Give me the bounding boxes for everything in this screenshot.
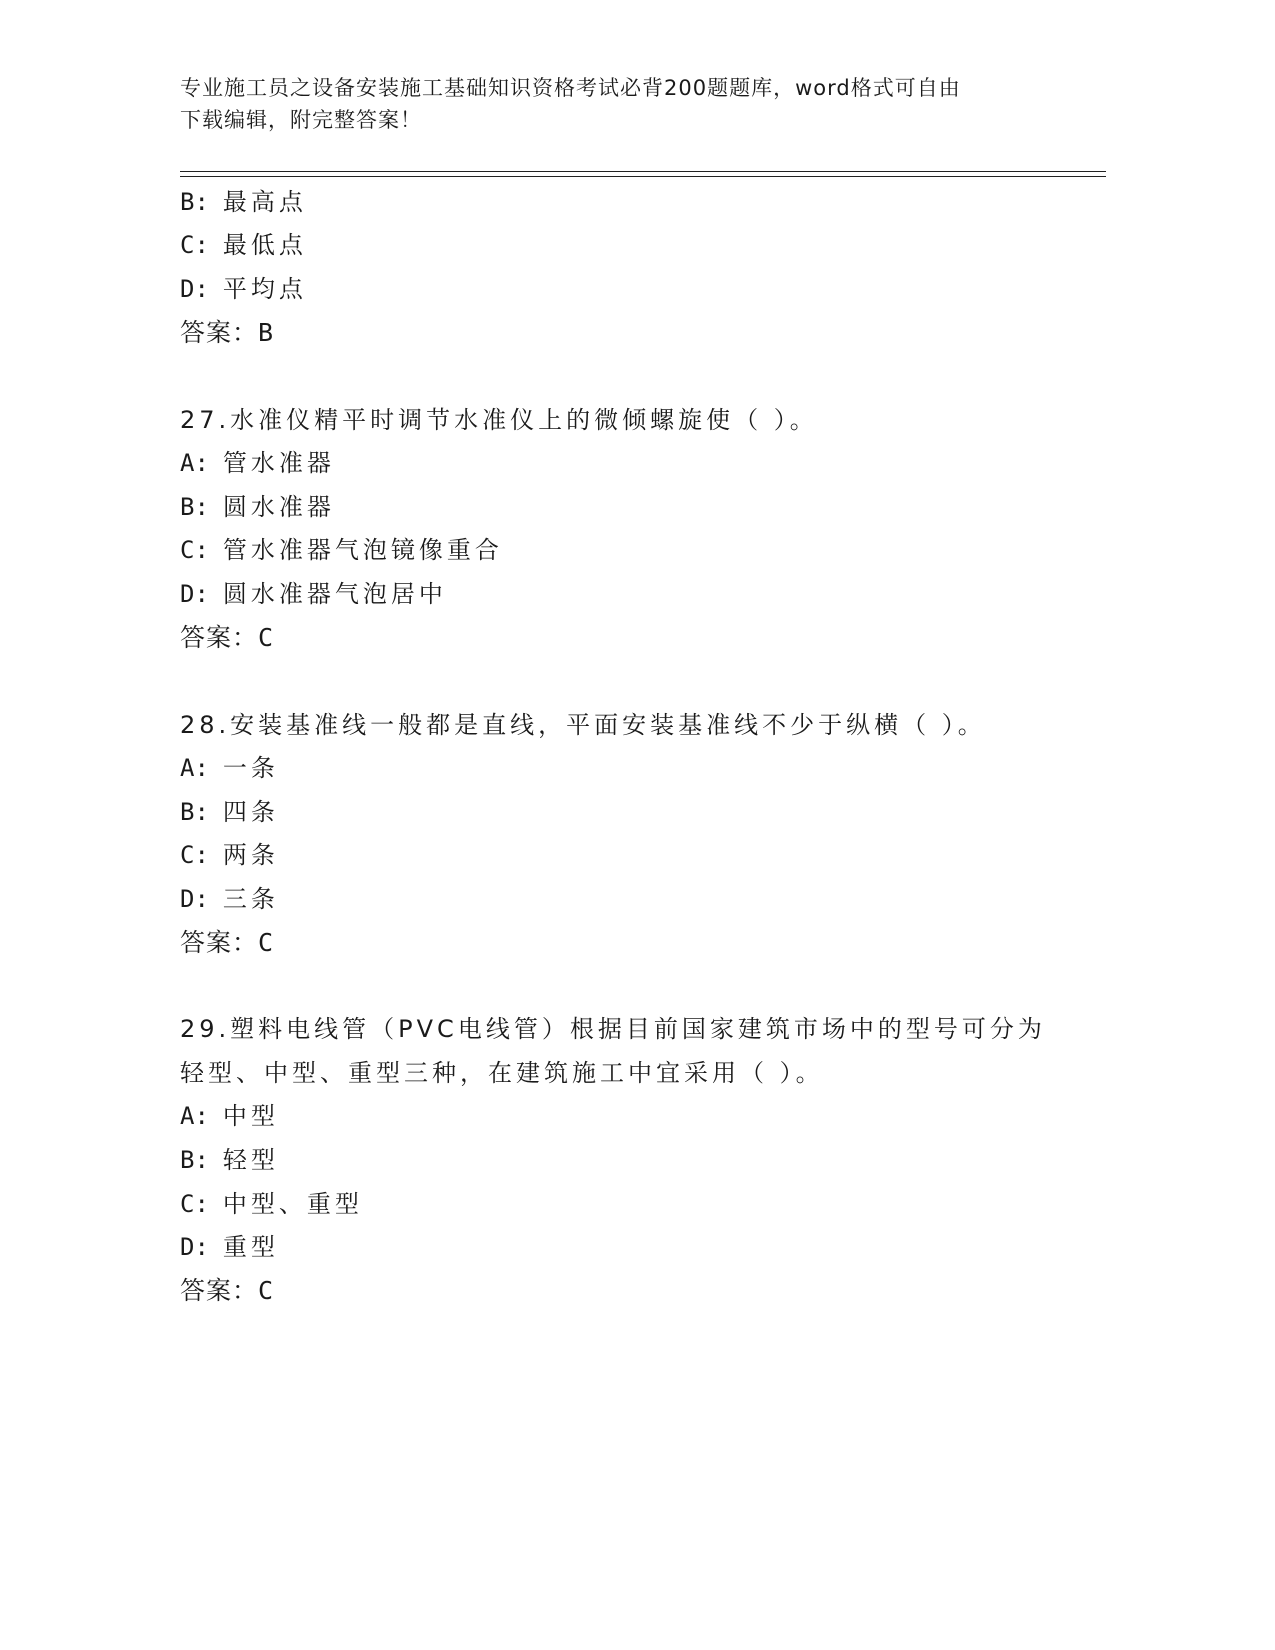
- answer-line: [180, 1276, 274, 1306]
- header-line-1: 专业施工员之设备安装施工基础知识资格考试必背200题题库，word格式可自由: [180, 76, 961, 100]
- answer-line: [180, 623, 274, 653]
- option-b: [180, 797, 279, 827]
- question-stem-line-1: 29.塑料电线管（PVC电线管）根据目前国家建筑市场中的型号可分为: [180, 1015, 1046, 1043]
- option-a: [180, 1101, 279, 1131]
- answer-value: C: [258, 623, 275, 652]
- option-d: [180, 1232, 279, 1262]
- option-c: [180, 840, 279, 870]
- document-header: [180, 72, 1080, 136]
- header-divider-top: [180, 171, 1106, 172]
- answer-line: [180, 318, 274, 348]
- option-letter: D:: [180, 1233, 209, 1261]
- option-letter: B:: [180, 1146, 209, 1174]
- option-text: 圆水准器气泡居中: [222, 580, 447, 608]
- option-a: [180, 753, 279, 783]
- question-stem: 27.水准仪精平时调节水准仪上的微倾螺旋使（ ）。: [180, 406, 818, 434]
- option-letter: D:: [180, 580, 209, 608]
- option-text: 四条: [222, 798, 279, 826]
- answer-label: 答案：: [180, 1276, 259, 1305]
- option-d: [180, 579, 447, 609]
- option-text: 最低点: [222, 231, 307, 259]
- option-text: 圆水准器: [222, 493, 335, 521]
- question-stem: 28.安装基准线一般都是直线，平面安装基准线不少于纵横（ ）。: [180, 711, 986, 739]
- option-letter: B:: [180, 188, 209, 216]
- option-d: [180, 884, 279, 914]
- header-divider-bottom: [180, 176, 1106, 177]
- answer-value: C: [258, 928, 275, 957]
- option-letter: C:: [180, 841, 209, 869]
- option-text: 平均点: [222, 275, 307, 303]
- option-c: [180, 535, 503, 565]
- option-text: 管水准器: [222, 449, 335, 477]
- option-b: [180, 187, 307, 217]
- answer-label: 答案：: [180, 318, 259, 347]
- option-letter: A:: [180, 1102, 209, 1130]
- option-letter: D:: [180, 885, 209, 913]
- answer-label: 答案：: [180, 623, 259, 652]
- option-text: 一条: [222, 754, 279, 782]
- option-text: 中型: [222, 1102, 279, 1130]
- option-letter: D:: [180, 275, 209, 303]
- option-c: [180, 1189, 363, 1219]
- question-stem-line-2: 轻型、中型、重型三种，在建筑施工中宜采用（ ）。: [180, 1059, 824, 1087]
- option-text: 重型: [222, 1233, 279, 1261]
- option-letter: A:: [180, 754, 209, 782]
- option-text: 两条: [222, 841, 279, 869]
- header-line-2: 下载编辑，附完整答案！: [180, 108, 422, 132]
- option-text: 轻型: [222, 1146, 279, 1174]
- option-letter: B:: [180, 493, 209, 521]
- option-text: 管水准器气泡镜像重合: [222, 536, 503, 564]
- option-letter: C:: [180, 1190, 209, 1218]
- option-d: [180, 274, 307, 304]
- answer-value: B: [258, 318, 275, 347]
- answer-line: [180, 928, 274, 958]
- option-letter: B:: [180, 798, 209, 826]
- answer-label: 答案：: [180, 928, 259, 957]
- answer-value: C: [258, 1276, 275, 1305]
- option-b: [180, 1145, 279, 1175]
- option-b: [180, 492, 335, 522]
- option-text: 最高点: [222, 188, 307, 216]
- option-letter: C:: [180, 231, 209, 259]
- option-letter: A:: [180, 449, 209, 477]
- option-text: 三条: [222, 885, 279, 913]
- option-letter: C:: [180, 536, 209, 564]
- option-text: 中型、重型: [222, 1190, 363, 1218]
- option-a: [180, 448, 335, 478]
- option-c: [180, 230, 307, 260]
